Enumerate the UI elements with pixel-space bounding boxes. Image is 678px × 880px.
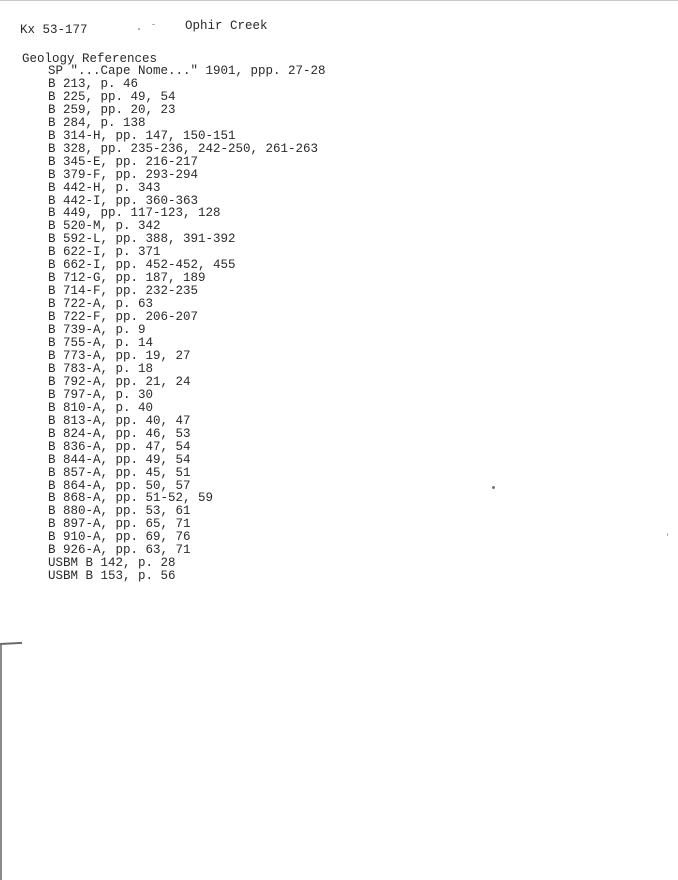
reference-item: B 722-F, pp. 206-207 <box>48 310 199 325</box>
reference-item: B 442-I, pp. 360-363 <box>48 193 199 208</box>
reference-item: B 880-A, pp. 53, 61 <box>48 504 191 519</box>
reference-item: B 773-A, pp. 19, 27 <box>48 348 191 363</box>
reference-item: B 810-A, p. 40 <box>48 400 154 415</box>
reference-item: USBM B 142, p. 28 <box>48 556 176 571</box>
page-left-edge-shadow <box>0 645 2 880</box>
reference-item: SP "...Cape Nome..." 1901, ppp. 27-28 <box>48 64 326 78</box>
reference-item: B 328, pp. 235-236, 242-250, 261-263 <box>48 141 319 156</box>
tract-id: Kx 53-177 <box>20 23 88 37</box>
reference-item: B 714-F, pp. 232-235 <box>48 284 199 299</box>
scan-speck <box>492 486 495 489</box>
reference-item: B 284, p. 138 <box>48 115 146 130</box>
reference-item: B 592-L, pp. 388, 391-392 <box>48 232 236 247</box>
reference-item: B 622-I, p. 371 <box>48 245 161 260</box>
margin-mark <box>0 642 22 645</box>
reference-item: B 792-A, pp. 21, 24 <box>48 374 191 389</box>
reference-item: B 259, pp. 20, 23 <box>48 102 176 117</box>
reference-item: B 864-A, pp. 50, 57 <box>48 478 191 493</box>
reference-item: B 213, p. 46 <box>48 76 139 91</box>
scan-speck <box>667 533 668 536</box>
section-heading: Geology References <box>22 52 158 66</box>
reference-item: B 442-H, p. 343 <box>48 180 161 195</box>
reference-item: B 857-A, pp. 45, 51 <box>48 465 191 480</box>
reference-item: B 783-A, p. 18 <box>48 361 154 376</box>
reference-item: B 897-A, pp. 65, 71 <box>48 517 191 532</box>
reference-item: B 722-A, p. 63 <box>48 297 154 312</box>
reference-item: B 345-E, pp. 216-217 <box>48 154 199 169</box>
scan-speck <box>152 24 155 25</box>
reference-item: B 813-A, pp. 40, 47 <box>48 413 191 428</box>
reference-item: B 824-A, pp. 46, 53 <box>48 426 191 441</box>
creek-name: Ophir Creek <box>185 19 268 33</box>
reference-item: B 520-M, p. 342 <box>48 219 161 234</box>
reference-item: B 910-A, pp. 69, 76 <box>48 530 191 545</box>
reference-list <box>48 65 326 583</box>
page-top-edge <box>0 0 678 1</box>
reference-item: B 225, pp. 49, 54 <box>48 89 176 104</box>
reference-item: B 836-A, pp. 47, 54 <box>48 439 191 454</box>
reference-item: USBM B 153, p. 56 <box>48 569 176 584</box>
reference-item: B 797-A, p. 30 <box>48 387 154 402</box>
reference-item: B 379-F, pp. 293-294 <box>48 167 199 182</box>
reference-item: B 755-A, p. 14 <box>48 336 154 351</box>
reference-item: B 712-G, pp. 187, 189 <box>48 271 206 286</box>
reference-item: B 926-A, pp. 63, 71 <box>48 543 191 558</box>
reference-item: B 844-A, pp. 49, 54 <box>48 452 191 467</box>
reference-item: B 314-H, pp. 147, 150-151 <box>48 128 236 143</box>
reference-item: B 449, pp. 117-123, 128 <box>48 206 221 221</box>
reference-item: B 662-I, pp. 452-452, 455 <box>48 258 236 273</box>
scan-speck <box>138 28 140 30</box>
reference-item: B 739-A, p. 9 <box>48 323 146 338</box>
reference-item: B 868-A, pp. 51-52, 59 <box>48 491 214 506</box>
